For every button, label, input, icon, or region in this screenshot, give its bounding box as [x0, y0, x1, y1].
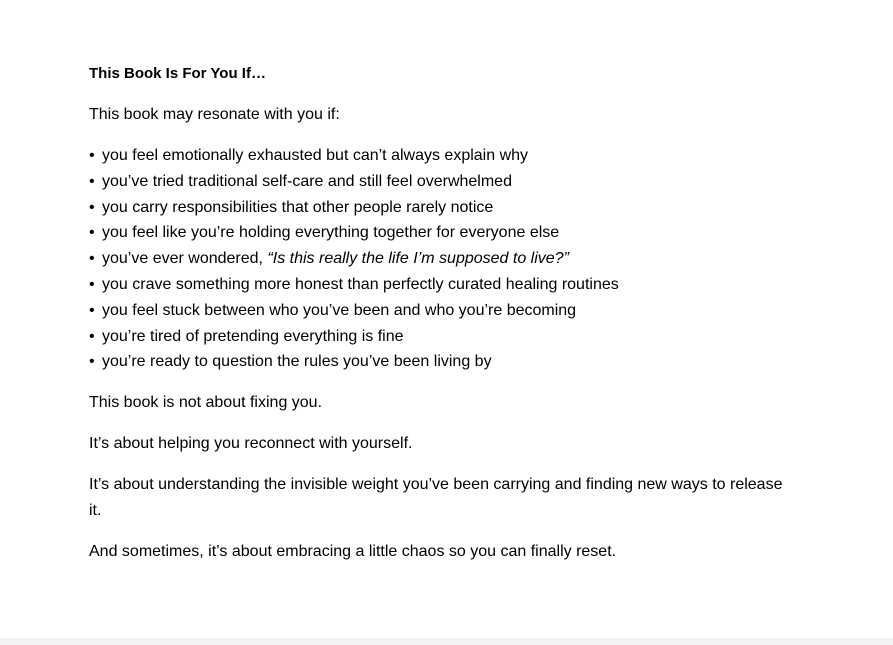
- bullet-icon: •: [89, 353, 95, 371]
- list-item: [89, 324, 789, 350]
- list-item: [89, 349, 789, 375]
- list-item-text: you carry responsibilities that other people rarely notice: [102, 198, 494, 216]
- list-item-text: you’ve tried traditional self-care and still feel overwhelmed: [102, 172, 512, 190]
- bullet-list: [89, 143, 789, 375]
- list-item: [89, 195, 789, 221]
- list-item: [89, 220, 789, 246]
- bullet-icon: •: [89, 250, 95, 268]
- bullet-icon: •: [89, 327, 95, 345]
- list-item: [89, 298, 789, 324]
- bullet-icon: •: [89, 301, 95, 319]
- bullet-icon: •: [89, 275, 95, 293]
- list-item-text: you crave something more honest than perfectly curated healing routines: [102, 275, 619, 293]
- closing-paragraph: And sometimes, it’s about embracing a little chaos so you can finally reset.: [89, 543, 617, 561]
- bullet-icon: •: [89, 172, 95, 190]
- bullet-icon: •: [89, 147, 95, 164]
- list-item-text: you feel like you’re holding everything together for everyone else: [102, 224, 560, 242]
- closing-paragraph: It’s about understanding the invisible weight you’ve been carrying and finding new ways to release it.: [89, 476, 783, 520]
- list-item-text: you’re ready to question the rules you’ve been living by: [102, 353, 492, 371]
- list-item: [89, 169, 789, 195]
- bullet-icon: •: [89, 198, 95, 216]
- intro-paragraph: This book may resonate with you if:: [89, 106, 340, 123]
- bullet-icon: •: [89, 224, 95, 242]
- closing-paragraph: It’s about helping you reconnect with yourself.: [89, 435, 413, 453]
- list-item: [89, 272, 789, 298]
- list-item-text: you’ve ever wondered,: [102, 250, 268, 268]
- list-item: [89, 143, 789, 169]
- italic-quote: “Is this really the life I’m supposed to live?”: [267, 250, 569, 268]
- list-item-text: you’re tired of pretending everything is fine: [102, 327, 404, 345]
- list-item-text: you feel stuck between who you’ve been and who you’re becoming: [102, 301, 577, 319]
- list-item: [89, 246, 789, 272]
- section-heading: This Book Is For You If…: [89, 65, 266, 82]
- list-item-text: you feel emotionally exhausted but can’t always explain why: [102, 147, 529, 164]
- document-body: [89, 61, 789, 580]
- closing-paragraph: This book is not about fixing you.: [89, 394, 323, 412]
